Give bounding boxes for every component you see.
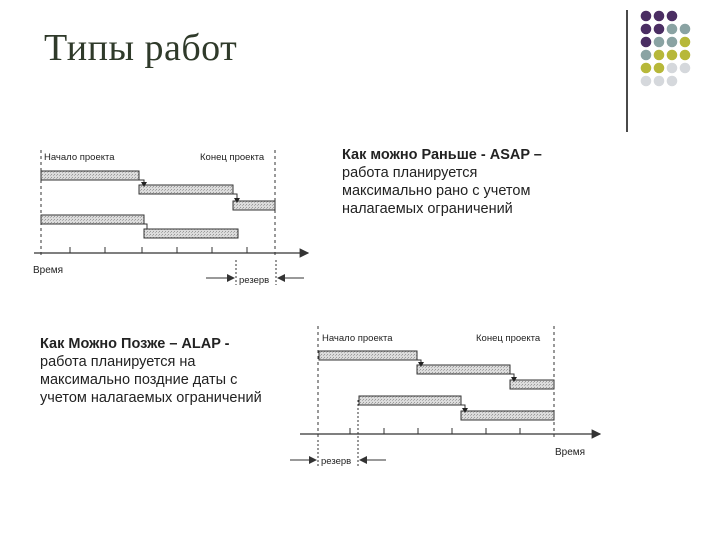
alap-line: учетом налагаемых ограничений bbox=[40, 390, 262, 406]
alap-time-label: Время bbox=[555, 447, 586, 458]
alap-start-label: Начало проекта bbox=[322, 333, 393, 344]
alap-end-label: Конец проекта bbox=[476, 333, 541, 344]
asap-time-label: Время bbox=[33, 265, 64, 276]
alap-task-bar bbox=[461, 411, 554, 420]
alap-task-bar bbox=[510, 380, 554, 389]
page-title: Типы работ bbox=[44, 27, 238, 69]
alap-heading: Как Можно Позже – ALAP - bbox=[40, 336, 230, 352]
alap-task-bar bbox=[359, 396, 461, 405]
alap-slack-label: резерв bbox=[321, 456, 352, 467]
asap-line: налагаемых ограничений bbox=[342, 201, 513, 217]
alap-task-bar bbox=[417, 365, 510, 374]
asap-slack-label: резерв bbox=[239, 275, 270, 286]
asap-line: максимально рано с учетом bbox=[342, 183, 531, 199]
alap-line: максимально поздние даты с bbox=[40, 372, 238, 388]
asap-heading: Как можно Раньше - ASAP – bbox=[342, 147, 542, 163]
asap-start-label: Начало проекта bbox=[44, 152, 115, 163]
alap-axis-ticks bbox=[350, 428, 520, 434]
asap-end-label: Конец проекта bbox=[200, 152, 265, 163]
alap-line: работа планируется на bbox=[40, 354, 196, 370]
alap-task-bar bbox=[319, 351, 417, 360]
asap-line: работа планируется bbox=[342, 165, 478, 181]
